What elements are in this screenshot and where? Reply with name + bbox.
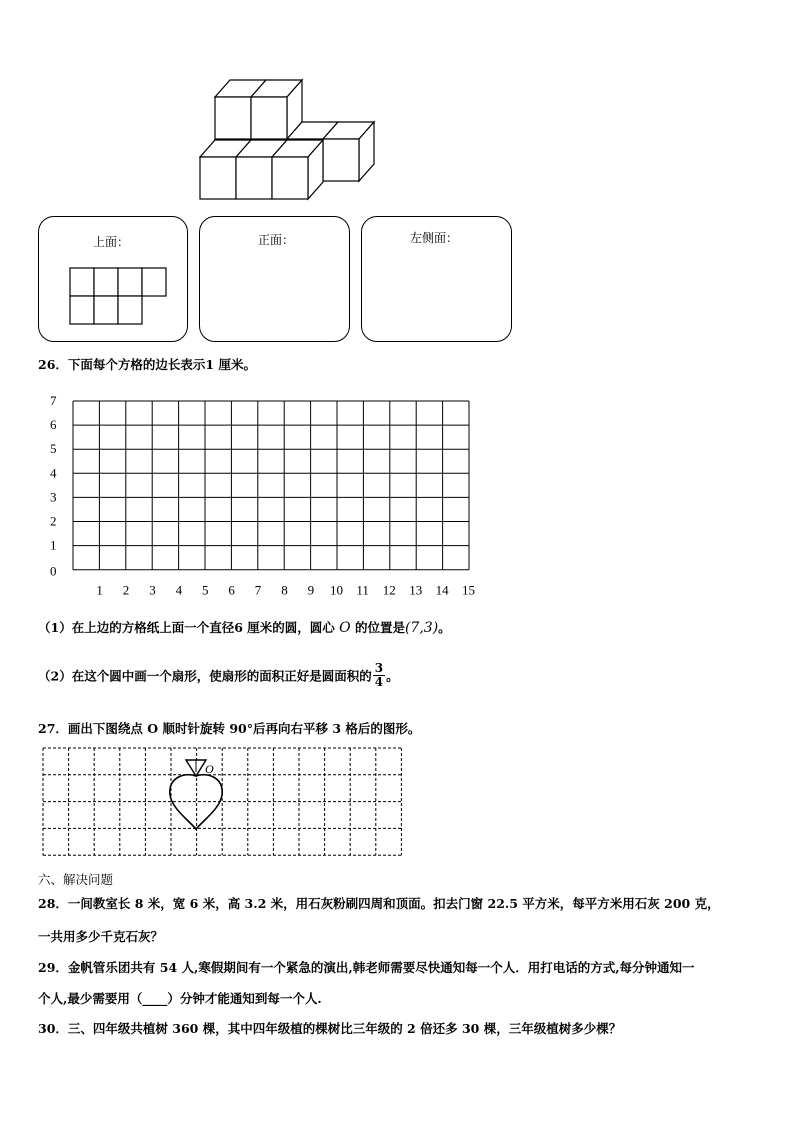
- x-tick-label: 11: [356, 582, 369, 595]
- y-tick-label: 6: [50, 417, 57, 433]
- q26-part1: （1）在上边的方格纸上面一个直径6 厘米的圆，圆心 O 的位置是(7,3)。: [38, 620, 451, 636]
- front-view-panel: [199, 216, 350, 342]
- y-tick-label: 4: [50, 465, 57, 481]
- x-tick-label: 5: [202, 582, 209, 595]
- x-tick-label: 10: [330, 582, 343, 595]
- point-o-label: O: [205, 762, 214, 776]
- q26-part2: （2）在这个圆中画一个扇形，使扇形的面积正好是圆面积的 $\frac{3}{4}$ 。: [38, 661, 399, 689]
- section6-title: 六、解决问题: [38, 872, 114, 887]
- top-view-label: 上面：: [93, 235, 130, 249]
- x-tick-label: 1: [96, 582, 103, 595]
- q28-line2: 一共用多少千克石灰？: [38, 929, 164, 944]
- y-tick-label: 3: [50, 489, 57, 505]
- q30-line1: 30．三、四年级共植树 360 棵，其中四年级植的棵树比三年级的 2 倍还多 30 棵，三年级植树多少棵？: [38, 1021, 622, 1036]
- x-tick-label: 14: [435, 582, 449, 595]
- x-tick-label: 7: [254, 582, 262, 595]
- x-tick-label: 6: [228, 582, 235, 595]
- x-tick-label: 13: [409, 582, 423, 595]
- y-tick-label: 2: [50, 513, 57, 529]
- q26-title: 26．下面每个方格的边长表示1 厘米。: [38, 357, 256, 372]
- q28-line1: 28．一间教室长 8 米，宽 6 米，高 3.2 米，用石灰粉刷四周和顶面。扣去门窗 22.5 平方米，每平方米用石灰 200 克，: [38, 896, 720, 911]
- x-tick-label: 8: [281, 582, 288, 595]
- x-tick-label: 3: [149, 582, 156, 595]
- x-tick-label: 15: [462, 582, 475, 595]
- top-view-grid: [69, 267, 169, 327]
- y-tick-label: 1: [50, 537, 57, 553]
- fraction-three-quarters: $\frac{3}{4}$: [374, 661, 384, 689]
- q27-dashed-grid: [40, 745, 410, 860]
- y-tick-label: 5: [50, 441, 57, 457]
- left-view-panel: [361, 216, 512, 342]
- x-tick-label: 9: [307, 582, 315, 595]
- cube-figure: [190, 75, 390, 205]
- left-view-label: 左侧面：: [410, 231, 459, 245]
- x-tick-label: 4: [175, 582, 183, 595]
- y-tick-label: 0: [50, 563, 57, 579]
- x-tick-label: 2: [122, 582, 130, 595]
- top-view-panel: [38, 216, 188, 342]
- center-coordinate: (7,3): [404, 620, 439, 636]
- x-tick-label: 12: [382, 582, 396, 595]
- q29-line1: 29．金帆管乐团共有 54 人,寒假期间有一个紧急的演出,韩老师需要尽快通知每一个人．用打电话的方式,每分钟通知一: [38, 960, 695, 975]
- q27-title: 27．画出下图绕点 O 顺时针旋转 90°后再向右平移 3 格后的图形。: [38, 721, 421, 736]
- center-o: O: [339, 620, 351, 636]
- q26-coordinate-grid: [40, 390, 480, 595]
- q29-line2: 个人,最少需要用（____）分钟才能通知到每一个人.: [38, 991, 322, 1006]
- y-tick-label: 7: [50, 393, 57, 408]
- front-view-label: 正面：: [258, 233, 295, 247]
